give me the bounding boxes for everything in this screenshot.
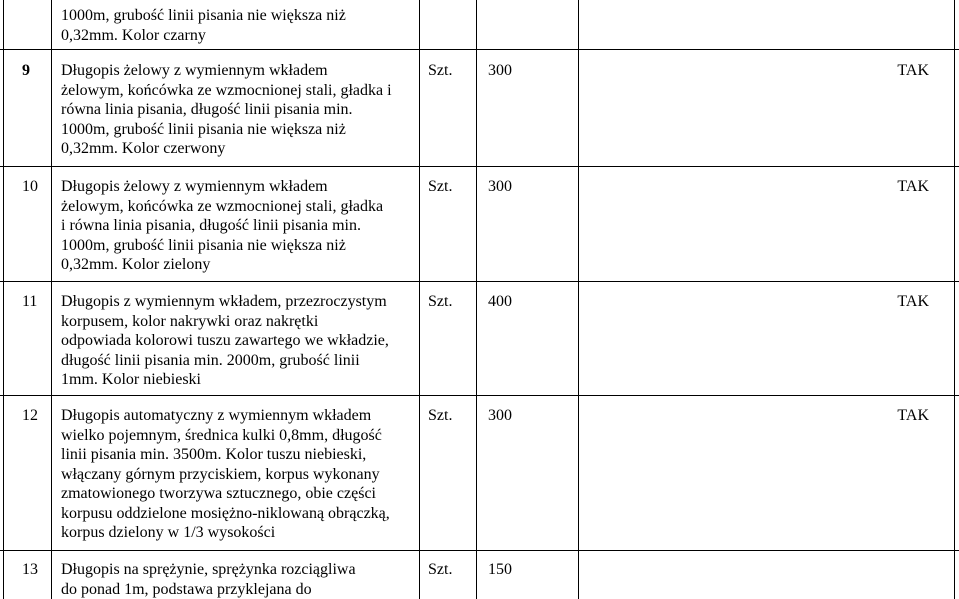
row-unit: Szt. <box>428 178 453 195</box>
row-quantity: 300 <box>488 407 512 424</box>
row-number: 12 <box>22 407 38 424</box>
row-description: Długopis żelowy z wymiennym wkładem żelowym, końcówka ze wzmocnionej stali, gładka i równa linia pisania, długość linii pisania min. 1000m, grubość linii pisania nie większa niż 0,32mm. Kolor zielony <box>61 178 384 273</box>
row-description: Długopis z wymiennym wkładem, przezroczystym korpusem, kolor nakrywki oraz nakrętki odpowiada kolorowi tuszu zawartego we wkładzie, długość linii pisania min. 2000m, grubość linii 1mm. Kolor niebieski <box>61 293 389 388</box>
row-continuation-description: 1000m, grubość linii pisania nie większa niż 0,32mm. Kolor czarny <box>61 7 346 44</box>
row-divider <box>0 281 959 282</box>
row-divider <box>0 395 959 396</box>
row-divider <box>0 166 959 167</box>
row-quantity: 300 <box>488 62 512 79</box>
row-flag: TAK <box>897 178 929 195</box>
row-quantity: 400 <box>488 293 512 310</box>
row-flag: TAK <box>897 293 929 310</box>
column-divider-description <box>419 0 420 599</box>
row-unit: Szt. <box>428 561 453 578</box>
row-divider <box>0 49 959 50</box>
row-unit: Szt. <box>428 293 453 310</box>
column-divider-number <box>51 0 52 599</box>
row-number: 11 <box>22 293 38 310</box>
row-description: Długopis żelowy z wymiennym wkładem żelowym, końcówka ze wzmocnionej stali, gładka i równa linia pisania, długość linii pisania min. 1000m, grubość linii pisania nie większa niż 0,32mm. Kolor czerwony <box>61 62 392 157</box>
row-description: Długopis automatyczny z wymiennym wkładem wielko pojemnym, średnica kulki 0,8mm, długość linii pisania min. 3500m. Kolor tuszu niebieski, włączany górnym przyciskiem, korpus wykonany zmatowionego tworzywa sztucznego, obie części korpusu oddzielone mosiężno-niklowaną obrączką, korpus dzielony w 1/3 wysokości <box>61 407 390 541</box>
row-flag: TAK <box>897 62 929 79</box>
column-divider-quantity <box>578 0 579 599</box>
row-description: Długopis na sprężynie, sprężynka rozciągliwa do ponad 1m, podstawa przyklejana do <box>61 561 356 598</box>
row-unit: Szt. <box>428 407 453 424</box>
table-border-left <box>3 0 4 599</box>
row-quantity: 150 <box>488 561 512 578</box>
row-number: 10 <box>22 178 38 195</box>
row-number: 9 <box>22 62 30 79</box>
column-divider-unit <box>476 0 477 599</box>
row-divider <box>0 550 959 551</box>
row-unit: Szt. <box>428 62 453 79</box>
row-flag: TAK <box>897 407 929 424</box>
row-number: 13 <box>22 561 38 578</box>
table-border-right <box>954 0 955 599</box>
row-quantity: 300 <box>488 178 512 195</box>
